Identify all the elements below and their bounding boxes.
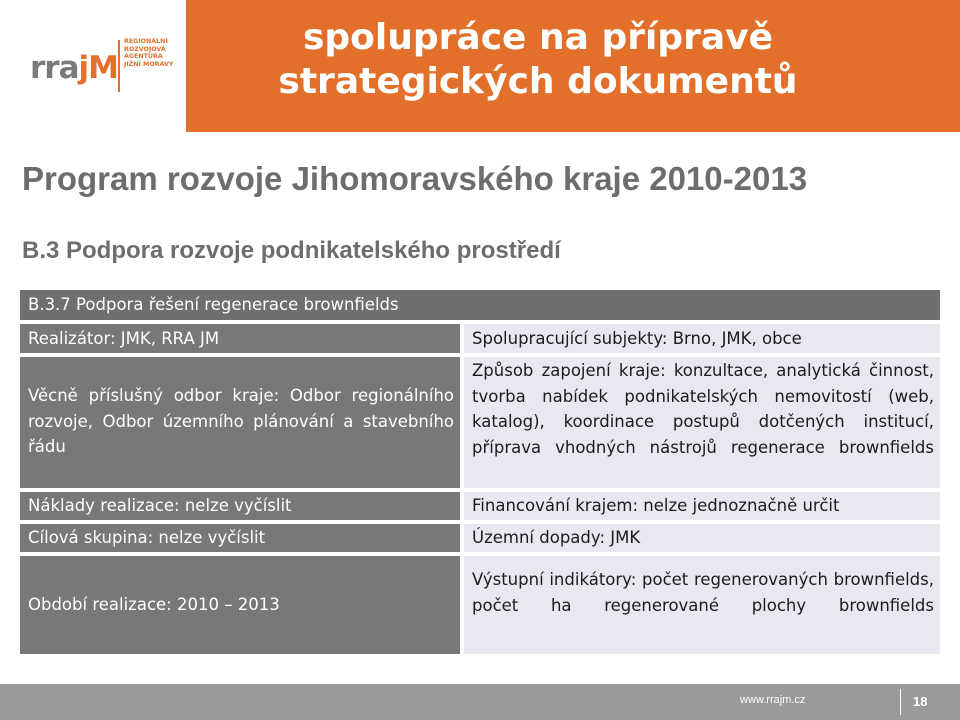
logo-divider [118, 40, 120, 92]
cell-cilova-skupina: Cílová skupina: nelze vyčíslit [20, 524, 460, 552]
title-banner [186, 0, 960, 132]
cell-financovani: Financování krajem: nelze jednoznačně určit [464, 492, 940, 520]
page-number: 18 [913, 694, 928, 709]
cell-realizator: Realizátor: JMK, RRA JM [20, 324, 460, 353]
cell-naklady: Náklady realizace: nelze vyčíslit [20, 492, 460, 520]
cell-uzemni-dopady: Územní dopady: JMK [464, 524, 940, 552]
slide-title: spolupráce na přípravě strategických dokumentů [278, 17, 798, 102]
program-title: Program rozvoje Jihomoravského kraje 2010-2013 [22, 160, 808, 197]
footer-divider [900, 689, 901, 715]
cell-spolupracujici: Spolupracující subjekty: Brno, JMK, obce [464, 324, 940, 353]
logo-wordmark: rrajM [30, 50, 118, 86]
cell-obdobi: Období realizace: 2010 – 2013 [20, 556, 460, 654]
footer-bar [0, 684, 960, 720]
rrajm-logo [24, 28, 174, 108]
logo-subtitle: REGIONÁLNÍ ROZVOJOVÁ AGENTURA JIŽNÍ MORAVY [124, 38, 174, 68]
cell-zpusob-zapojeni: Způsob zapojení kraje: konzultace, analytická činnost, tvorba nabídek podnikatelských nemovitostí (web, katalog), koordinace postupů dotčených institucí, příprava vhodných nástrojů regenerace brownfields [464, 357, 940, 488]
cell-vecne-prislusny: Věcně příslušný odbor kraje: Odbor regionálního rozvoje, Odbor územního plánování a stavebního řádu [20, 357, 460, 488]
measure-table [20, 290, 940, 654]
footer-url[interactable]: www.rrajm.cz [740, 694, 806, 706]
table-header: B.3.7 Podpora řešení regenerace brownfields [20, 290, 940, 320]
cell-vystupni-indikatory: Výstupní indikátory: počet regenerovaných brownfields, počet ha regenerované plochy brownfields [464, 556, 940, 654]
section-title: B.3 Podpora rozvoje podnikatelského prostředí [22, 237, 561, 264]
